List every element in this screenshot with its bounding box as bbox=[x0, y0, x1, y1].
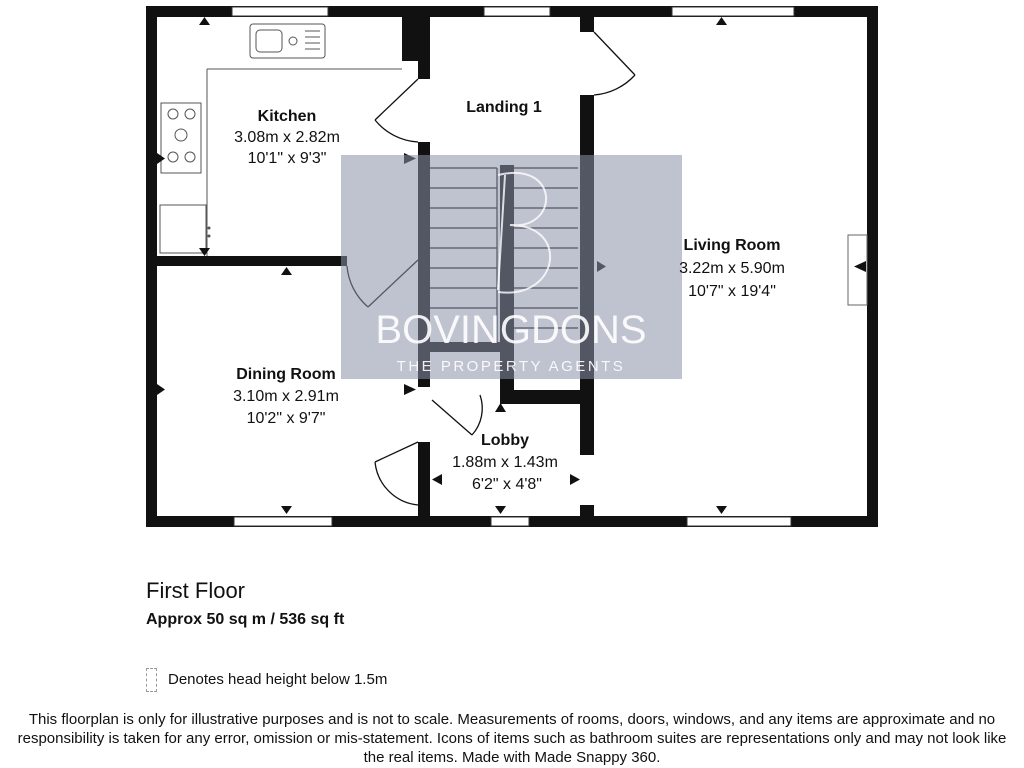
disclaimer: This floorplan is only for illustrative purposes and is not to scale. Measurements of rooms, doors, windows, and any items are approximate and no responsibility is taken for any error, omission or mis-statement. Icons of items such as bathroom suites are representations only and may not look like the real items. Made with Made Snappy 360. bbox=[17, 711, 1007, 766]
window-living-bottom bbox=[687, 517, 791, 526]
window-kitchen bbox=[232, 7, 328, 16]
window-dining bbox=[234, 517, 332, 526]
room-name-lobby: Lobby bbox=[481, 432, 529, 449]
floor-area: Approx 50 sq m / 536 sq ft bbox=[146, 611, 345, 628]
room-imperial-dining: 10'2" x 9'7" bbox=[246, 410, 326, 427]
window-landing bbox=[484, 7, 550, 16]
window-living-top bbox=[672, 7, 794, 16]
watermark-brand: BOVINGDONS bbox=[375, 308, 647, 352]
room-kitchen bbox=[234, 108, 340, 167]
room-name-dining: Dining Room bbox=[236, 366, 336, 383]
legend-text: Denotes head height below 1.5m bbox=[168, 671, 388, 688]
watermark-tagline: THE PROPERTY AGENTS bbox=[396, 358, 626, 375]
room-name-living: Living Room bbox=[683, 237, 781, 254]
floor-title: First Floor bbox=[146, 578, 245, 603]
room-name-kitchen: Kitchen bbox=[257, 108, 317, 125]
room-living-room bbox=[679, 237, 785, 300]
room-metric-lobby: 1.88m x 1.43m bbox=[452, 454, 558, 471]
room-name-landing: Landing 1 bbox=[466, 99, 542, 116]
sink-icon bbox=[250, 24, 325, 58]
appliance-icon bbox=[160, 205, 206, 253]
door-lobby-cupboard bbox=[432, 395, 482, 435]
room-imperial-lobby: 6'2" x 4'8" bbox=[472, 476, 542, 493]
room-imperial-living: 10'7" x 19'4" bbox=[688, 283, 776, 300]
low-head-height-swatch-icon bbox=[146, 668, 157, 692]
room-metric-living: 3.22m x 5.90m bbox=[679, 260, 785, 277]
room-lobby bbox=[452, 432, 558, 493]
room-dining-room bbox=[233, 366, 339, 427]
room-imperial-kitchen: 10'1" x 9'3" bbox=[247, 150, 327, 167]
window-lobby bbox=[491, 517, 529, 526]
door-kitchen-landing bbox=[375, 79, 418, 142]
watermark bbox=[341, 155, 682, 379]
room-landing bbox=[466, 99, 542, 116]
door-lobby-dining bbox=[375, 442, 418, 505]
room-metric-dining: 3.10m x 2.91m bbox=[233, 388, 339, 405]
door-living-landing bbox=[594, 32, 635, 95]
room-metric-kitchen: 3.08m x 2.82m bbox=[234, 129, 340, 146]
